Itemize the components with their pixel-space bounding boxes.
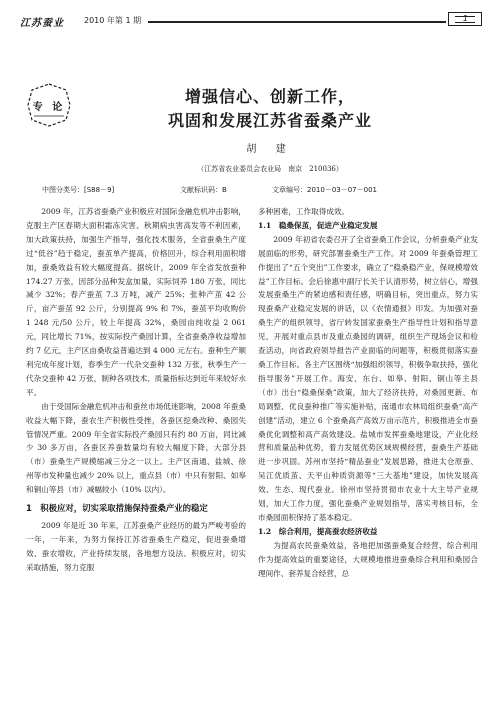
article-title-line1: 增强信心、创新工作， [184, 87, 355, 106]
running-header [20, 14, 482, 28]
journal-name: 江苏蚕业 [20, 18, 64, 29]
document-code: 文献标识码：B [180, 186, 227, 194]
author-affiliation: （江苏省农业委员会农业局 南京 210036） [197, 165, 343, 173]
section-heading: 1 积极应对，切实采取措施保持蚕桑产业的稳定 [26, 503, 208, 514]
paragraph: 多种困难，工作取得成效。 [258, 207, 350, 216]
issue-label: 2010 年第 1 期 [84, 16, 142, 25]
paragraph: 2009 年是近 30 年来，江苏蚕桑产业经历的最为严峻考验的一年，一年来，为努力保持江苏省蚕桑生产稳定，促进蚕桑增效、蚕农增收，产业持续发展，各地想方设法、积极应对，切实采取措施，努力克服 [26, 521, 246, 572]
column-tag [26, 82, 72, 128]
paragraph: 由于受国际金融危机冲击和蚕丝市场低迷影响，2008 年蚕桑收益大幅下降，蚕农生产积极性受挫，各蚕区挖桑改种、桑园失管情况严重。2009 年全省实际投产桑园只有约 80 万亩，同比减少 30 多万亩，各蚕区养蚕数量均有较大幅度下降，大部分县（市）蚕桑生产规模缩减三分之一以上。主产区南通、盐城、徐州等市发种量也减少 20% 以上，重点县（市）中只有射阳、如皋和铜山等县（市）减幅较小（10% 以内）。 [26, 401, 246, 495]
paragraph: 为提高农民蚕桑效益，各地把加强蚕桑复合经营、综合利用作为提高效益的重要途径，大规模地推进蚕桑综合利用和桑园合理间作、套养复合经营，总 [258, 540, 478, 578]
subsection-heading: 1.2 综合利用，提高蚕农经济收益 [258, 526, 378, 536]
article-title-line2: 巩固和发展江苏省蚕桑产业 [167, 111, 372, 130]
paragraph: 2009 年初省农委召开了全省蚕桑工作会议，分析蚕桑产业发展面临的形势，研究部署蚕桑生产工作。对 2009 年蚕桑管理工作提出了“五个突出”工作要求，确立了“稳桑稳产业，保规模增效益”工作目标。会后徐惠中副厅长关于认清形势，树立信心，增强发展蚕桑生产的紧迫感和责任感，明确目标，突出重点，努力实现蚕桑产业稳定发展的讲话，以《农情通报》印发。为加强对蚕桑生产的组织领导，省厅转发国家蚕桑生产指导性计划和指导意见，开展对重点县市及重点桑园的调研，组织生产现场会议和检查活动，向省政府领导报告产业面临的问题等，积极贯彻落实蚕桑工作目标。各主产区围绕“加强组织领导，积极争取扶持，强化指导服务”开展工作。海安、东台、如皋、射阳、铜山等主县（市）出台“稳桑保桑”政策，加大了经济扶持，对桑园更新、布局调整、优良蚕种推广等实施补贴，南通市农林局组织蚕桑“高产创建”活动，建立 6 个蚕桑高产高效万亩示范片，积极推进全市蚕桑优化调整和高产高效建设。盐城市发挥蚕桑地建设，产业化经营和质量品种优势，着力发展优势区域规模经营，蚕桑生产基础进一步巩固。苏州市坚持“精品蚕业”发展思路，推进太仓原蚕、吴江优质茧、天平山种质资源等“三大基地”建设，加快发展高效、生态、现代蚕业。徐州市坚持贯彻市农业十大主导产业规划，加大工作力度，强化蚕桑产业规划指导，落实考核目标，全市桑园面积保持了基本稳定。 [258, 234, 478, 522]
left-column [26, 205, 246, 575]
paragraph: 2009 年，江苏省蚕桑产业积极应对国际金融危机冲击影响，克服主产区春期大面积霜冻灾害、秋期病虫害高发等不利因素，加大政策扶持，加强生产指导，强化技术服务，全省蚕桑生产度过“低谷”趋于稳定，蚕茧单产提高，价格回升，综合利用面积增加，蚕桑效益有较大幅度提高。据统计，2009 年全省发放蚕种 174.27 万张，因部分品种发盒加量，实际饲养 180 万张，同比减少 32%；春产蚕茧 7.3 万吨，减产 25%；张种产茧 42 公斤，亩产蚕茧 92 公斤，分别提高 9% 和 7%，蚕茧平均收购价 1 248 元/50 公斤，较上年提高 32%，桑园亩纯收益 2 061 元，同比增长 71%，按实际投产桑园计算，全省蚕桑净收益增加约 7 亿元，主产区亩桑收益普遍达到 4 000 元左右。蚕种生产顺利完成年度计划，春季生产一代杂交蚕种 132 万张，秋季生产一代杂交蚕种 42 万张，制种各项技术、质量指标达到近年来较好水平。 [26, 207, 246, 397]
header-rule [148, 21, 446, 23]
author-name: 胡 建 [246, 144, 294, 155]
subsection-heading: 1.1 稳桑保茧，促进产业稳定发展 [258, 220, 378, 230]
right-column [258, 205, 478, 580]
article-number: 文章编号：2010－03－07－001 [272, 186, 377, 194]
column-tag-label: 专 论 [32, 102, 66, 113]
clc-number: 中图分类号：[S88－9] [42, 186, 115, 194]
page-number: 1 [462, 14, 468, 23]
